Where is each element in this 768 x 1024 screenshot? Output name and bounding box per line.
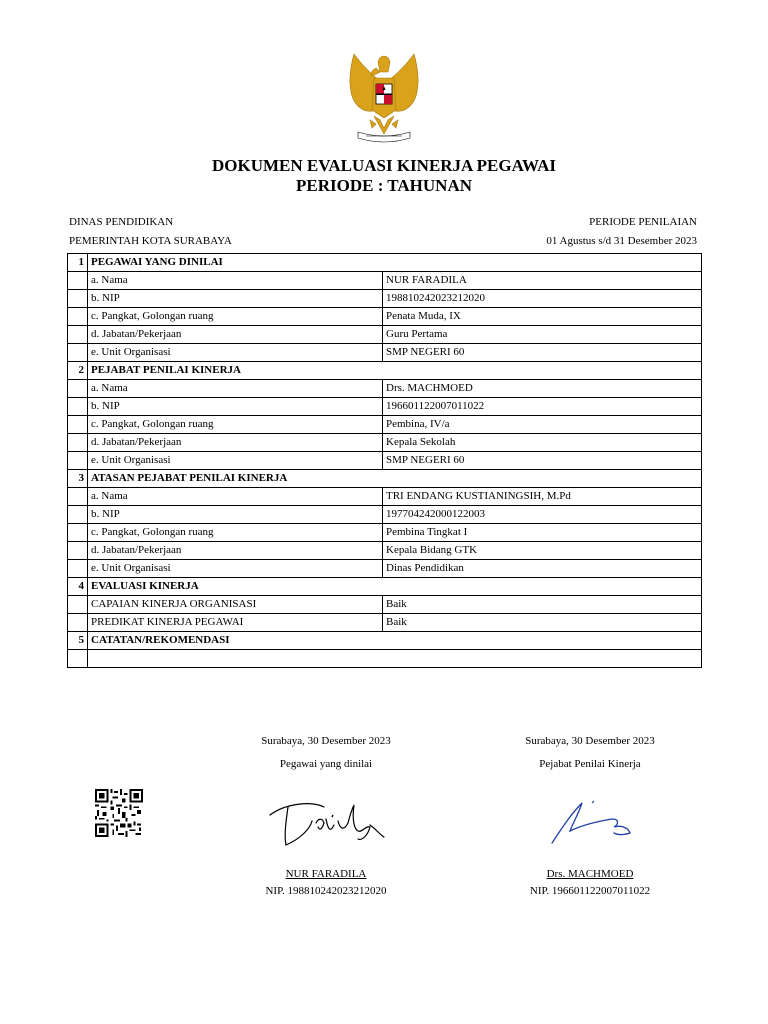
agency-name: DINAS PENDIDIKAN bbox=[69, 216, 174, 228]
field-label: c. Pangkat, Golongan ruang bbox=[88, 308, 383, 326]
section-number: 1 bbox=[68, 254, 88, 272]
field-value: NUR FARADILA bbox=[383, 272, 702, 290]
field-label: e. Unit Organisasi bbox=[88, 452, 383, 470]
field-value: SMP NEGERI 60 bbox=[383, 344, 702, 362]
right-signer-name: Drs. MACHMOED bbox=[546, 868, 634, 880]
right-handwritten-signature bbox=[548, 797, 640, 847]
left-handwritten-signature bbox=[266, 795, 390, 851]
document-title: DOKUMEN EVALUASI KINERJA PEGAWAI bbox=[212, 156, 556, 175]
field-label: d. Jabatan/Pekerjaan bbox=[88, 326, 383, 344]
field-label: a. Nama bbox=[88, 272, 383, 290]
field-label: PREDIKAT KINERJA PEGAWAI bbox=[88, 614, 383, 632]
document-subtitle: PERIODE : TAHUNAN bbox=[296, 176, 472, 195]
field-label: CAPAIAN KINERJA ORGANISASI bbox=[88, 596, 383, 614]
right-signature-role: Pejabat Penilai Kinerja bbox=[539, 758, 641, 770]
field-value: Pembina, IV/a bbox=[383, 416, 702, 434]
period-range: 01 Agustus s/d 31 Desember 2023 bbox=[546, 235, 697, 247]
field-value: SMP NEGERI 60 bbox=[383, 452, 702, 470]
left-signature-date: Surabaya, 30 Desember 2023 bbox=[261, 735, 391, 747]
section-number: 4 bbox=[68, 578, 88, 596]
garuda-emblem-icon bbox=[336, 48, 432, 144]
government-name: PEMERINTAH KOTA SURABAYA bbox=[69, 235, 232, 247]
field-value: Kepala Sekolah bbox=[383, 434, 702, 452]
right-signature-date: Surabaya, 30 Desember 2023 bbox=[525, 735, 655, 747]
right-signer-nip: NIP. 196601122007011022 bbox=[529, 885, 651, 897]
field-label: b. NIP bbox=[88, 290, 383, 308]
section-title: CATATAN/REKOMENDASI bbox=[88, 632, 702, 650]
field-value: Dinas Pendidikan bbox=[383, 560, 702, 578]
section-title: ATASAN PEJABAT PENILAI KINERJA bbox=[88, 470, 702, 488]
section-title: PEJABAT PENILAI KINERJA bbox=[88, 362, 702, 380]
field-value: Penata Muda, IX bbox=[383, 308, 702, 326]
section-title: PEGAWAI YANG DINILAI bbox=[88, 254, 702, 272]
section-number: 3 bbox=[68, 470, 88, 488]
evaluation-table bbox=[67, 253, 702, 668]
field-value: 197704242000122003 bbox=[383, 506, 702, 524]
field-label: b. NIP bbox=[88, 506, 383, 524]
field-label: c. Pangkat, Golongan ruang bbox=[88, 524, 383, 542]
field-value: Guru Pertama bbox=[383, 326, 702, 344]
left-signature-role: Pegawai yang dinilai bbox=[279, 758, 373, 770]
field-value: Drs. MACHMOED bbox=[383, 380, 702, 398]
notes-area bbox=[88, 650, 702, 668]
field-value: Pembina Tingkat I bbox=[383, 524, 702, 542]
field-value: TRI ENDANG KUSTIANINGSIH, M.Pd bbox=[383, 488, 702, 506]
field-label: a. Nama bbox=[88, 380, 383, 398]
field-label: b. NIP bbox=[88, 398, 383, 416]
qr-code-icon bbox=[95, 789, 143, 837]
left-signer-name: NUR FARADILA bbox=[285, 868, 367, 880]
section-number: 5 bbox=[68, 632, 88, 650]
field-label: d. Jabatan/Pekerjaan bbox=[88, 542, 383, 560]
section-number: 2 bbox=[68, 362, 88, 380]
field-value: Baik bbox=[383, 596, 702, 614]
field-value: Baik bbox=[383, 614, 702, 632]
field-value: 198810242023212020 bbox=[383, 290, 702, 308]
field-label: e. Unit Organisasi bbox=[88, 560, 383, 578]
field-value: 196601122007011022 bbox=[383, 398, 702, 416]
left-signer-nip: NIP. 198810242023212020 bbox=[265, 885, 387, 897]
section-title: EVALUASI KINERJA bbox=[88, 578, 702, 596]
field-value: Kepala Bidang GTK bbox=[383, 542, 702, 560]
field-label: c. Pangkat, Golongan ruang bbox=[88, 416, 383, 434]
period-label: PERIODE PENILAIAN bbox=[589, 216, 697, 228]
field-label: e. Unit Organisasi bbox=[88, 344, 383, 362]
field-label: d. Jabatan/Pekerjaan bbox=[88, 434, 383, 452]
field-label: a. Nama bbox=[88, 488, 383, 506]
